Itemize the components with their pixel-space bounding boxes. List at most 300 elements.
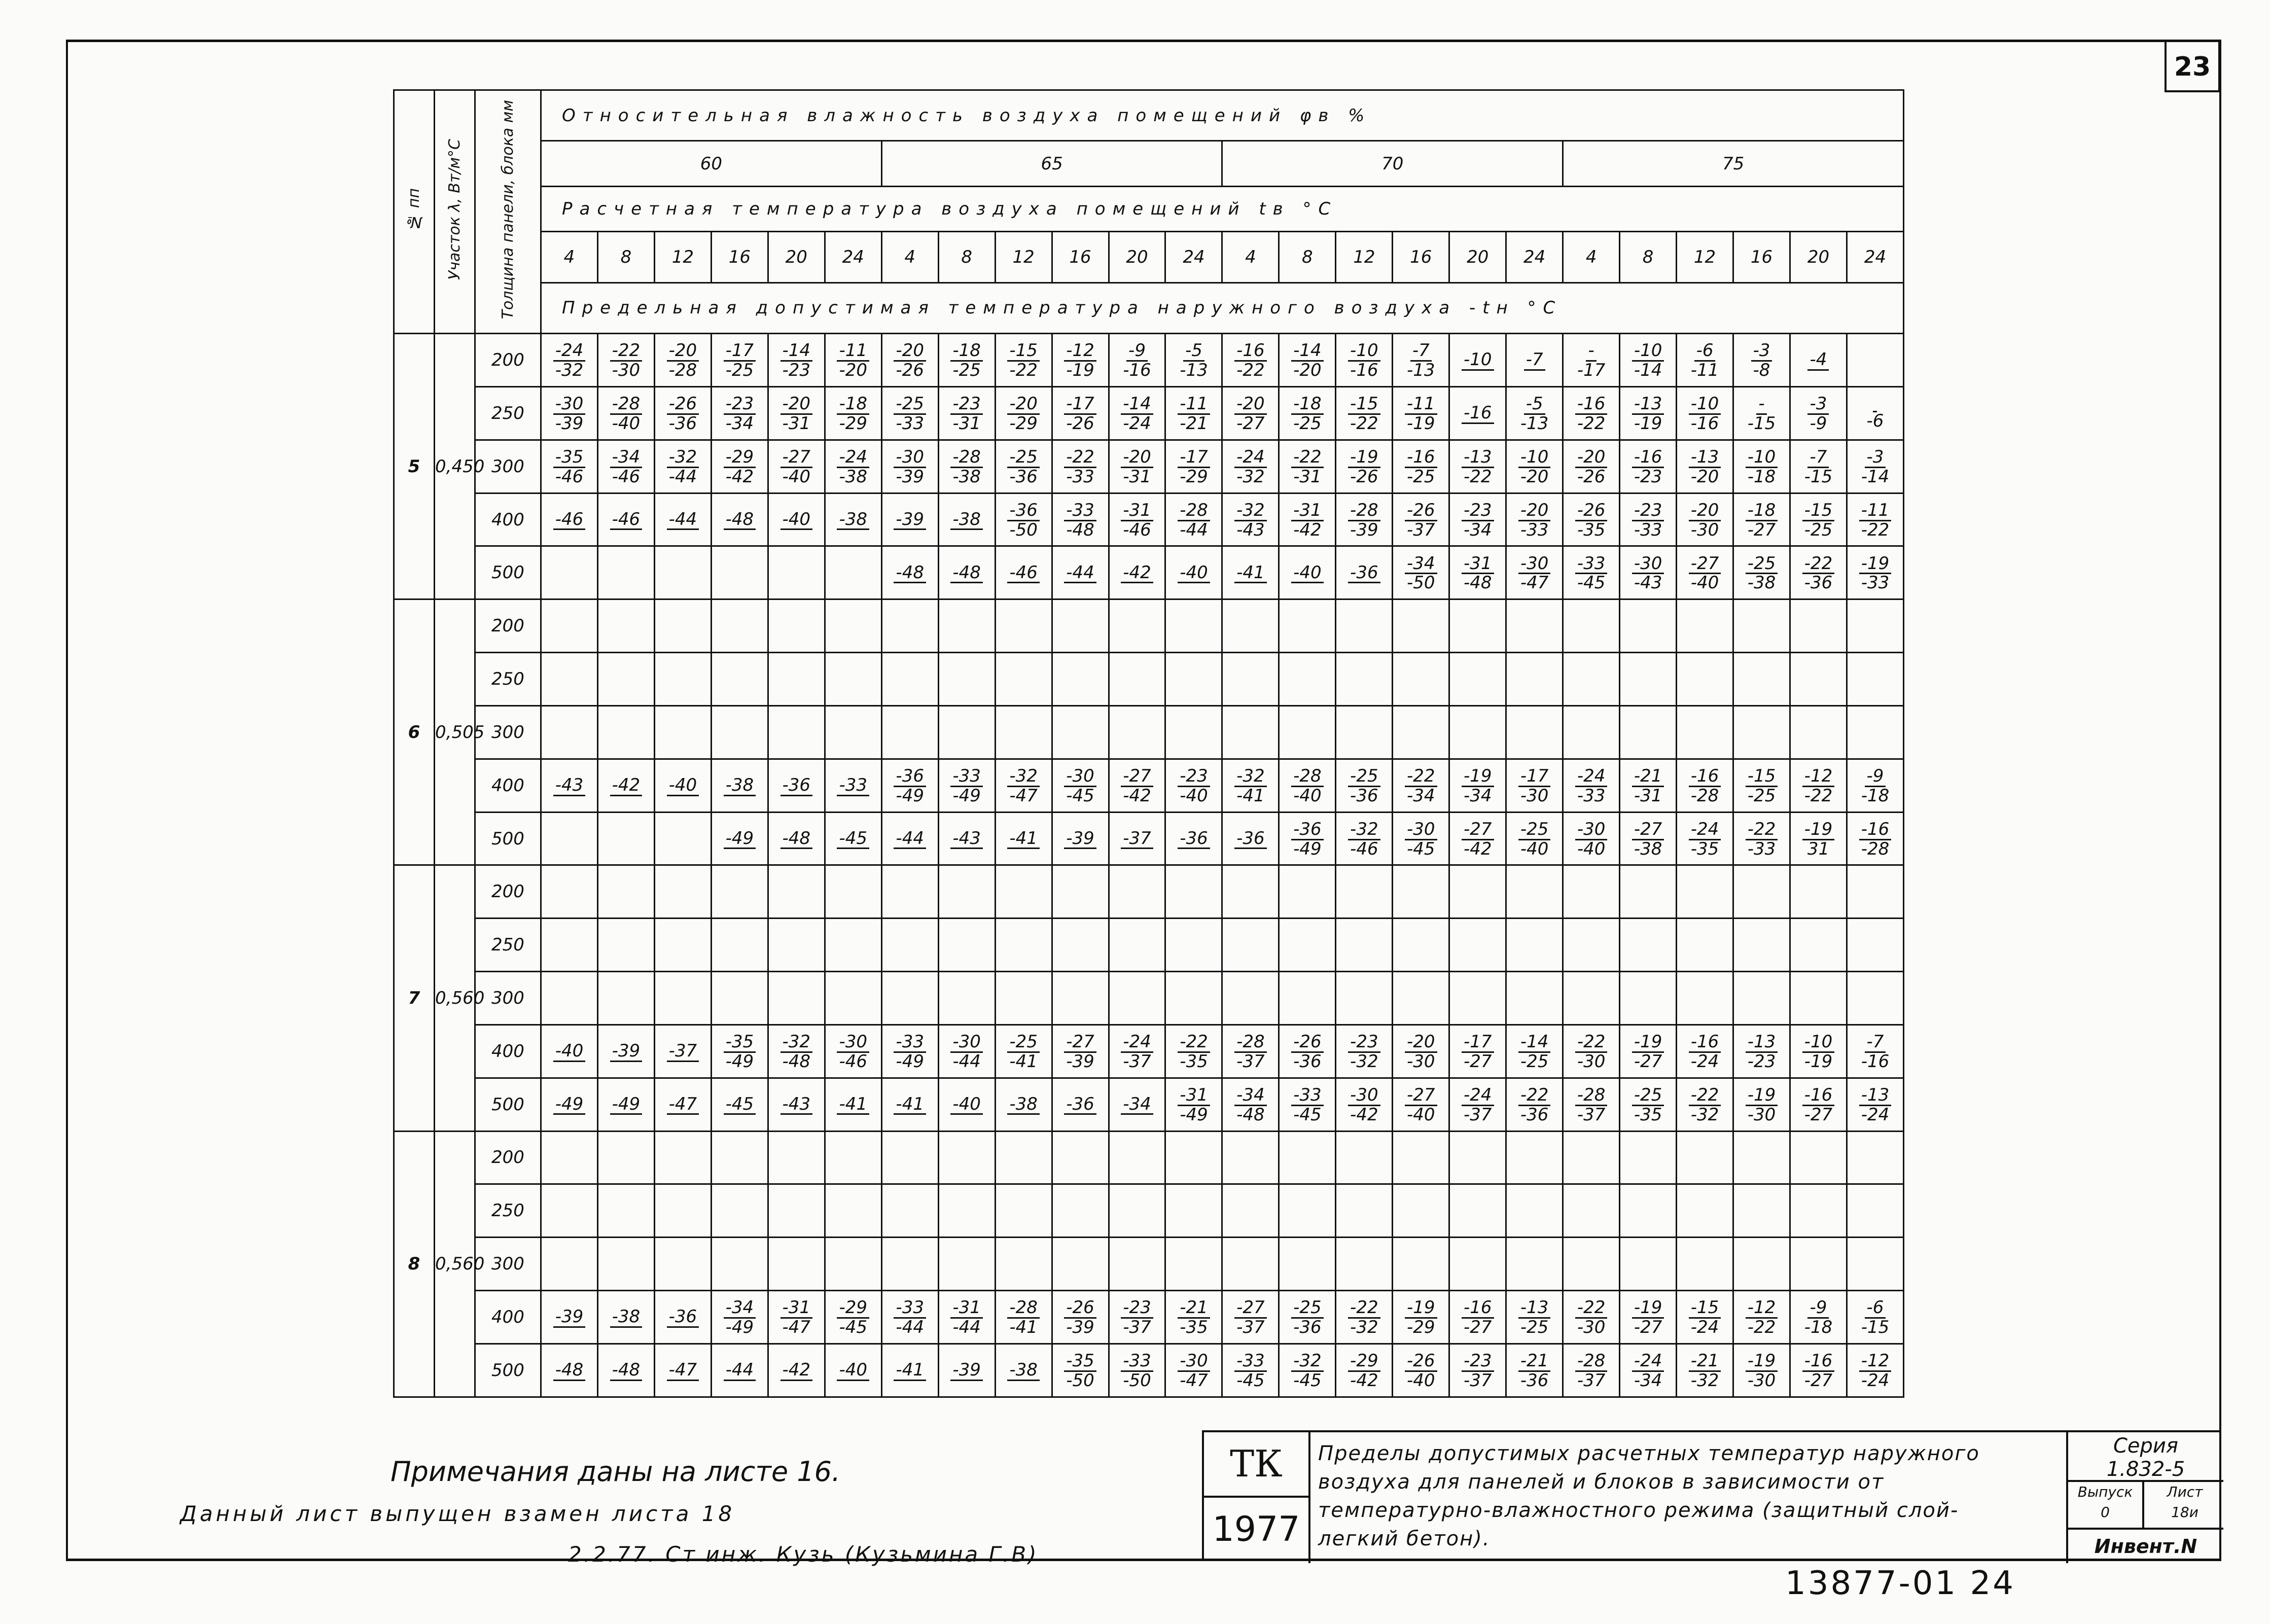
value-top: -20: [1234, 395, 1267, 415]
value-cell: [825, 759, 881, 812]
value-cell: [1677, 1344, 1733, 1397]
value-bottom: -30: [1407, 1051, 1435, 1072]
value-cell: [768, 1025, 825, 1078]
value-fraction: [1178, 1352, 1210, 1390]
value-top: -19: [1632, 1299, 1664, 1319]
value-cell: [1109, 386, 1165, 440]
value-top: -46: [610, 511, 643, 531]
value-cell: [654, 653, 711, 706]
value-fraction: [894, 830, 926, 850]
value-fraction: [781, 1033, 813, 1071]
value-cell: [1733, 653, 1790, 706]
value-cell: [938, 653, 995, 706]
value-bottom: -37: [1236, 1051, 1265, 1072]
value-top: -24: [1234, 448, 1267, 468]
value-bottom: -36: [668, 413, 697, 434]
value-bottom: -42: [1350, 1104, 1378, 1125]
value-top: -30: [1178, 1352, 1210, 1372]
value-top: -38: [1007, 1096, 1040, 1115]
value-fraction: [1405, 821, 1437, 858]
value-cell: [1620, 759, 1677, 812]
value-bottom: -44: [952, 1317, 981, 1337]
value-bottom: -27: [1804, 1104, 1833, 1125]
value-top: -13: [1632, 395, 1664, 415]
value-bottom: -32: [1350, 1317, 1378, 1337]
value-bottom: -35: [1180, 1317, 1208, 1337]
value-cell: [597, 919, 654, 972]
thickness-cell: 400: [475, 493, 541, 546]
value-cell: [541, 1131, 598, 1184]
value-top: -3: [1807, 395, 1829, 415]
value-cell: [768, 1078, 825, 1131]
value-top: -7: [1807, 448, 1829, 468]
value-top: -32: [1234, 502, 1267, 521]
value-cell: [1393, 812, 1449, 865]
value-cell: [1790, 972, 1847, 1025]
value-fraction: [1462, 1033, 1494, 1071]
value-fraction: [1462, 448, 1494, 486]
col-thickness-header: [475, 90, 541, 334]
temperature-table: [393, 89, 1904, 1398]
value-top: -16: [1234, 342, 1267, 362]
value-fraction: [1859, 1033, 1892, 1071]
value-cell: [1279, 1238, 1336, 1291]
thickness-cell: 200: [475, 865, 541, 919]
value-cell: [995, 1025, 1052, 1078]
value-top: -36: [1064, 1096, 1096, 1115]
value-cell: [881, 1184, 938, 1238]
value-cell: [1733, 386, 1790, 440]
value-fraction: [1234, 1033, 1267, 1071]
value-cell: [768, 919, 825, 972]
value-bottom: -29: [839, 413, 868, 434]
value-cell: [654, 1291, 711, 1344]
value-bottom: -30: [1747, 1370, 1776, 1391]
value-cell: [1563, 705, 1620, 759]
value-cell: [1279, 653, 1336, 706]
value-fraction: [950, 1033, 983, 1071]
value-top: -25: [1348, 767, 1380, 787]
thickness-cell: 300: [475, 1238, 541, 1291]
value-fraction: [1575, 555, 1608, 592]
value-cell: [1677, 759, 1733, 812]
value-fraction: [1746, 821, 1778, 858]
value-cell: [1052, 386, 1109, 440]
value-bottom: -40: [782, 466, 811, 487]
value-bottom: -40: [1577, 838, 1606, 859]
value-cell: [1222, 919, 1279, 972]
value-top: -10: [1518, 448, 1551, 468]
value-cell: [1336, 440, 1393, 493]
value-top: -36: [894, 767, 926, 787]
value-top: -48: [553, 1361, 586, 1381]
value-cell: [711, 919, 768, 972]
value-cell: [1790, 919, 1847, 972]
value-fraction: [1405, 1299, 1437, 1336]
value-fraction: [1234, 448, 1267, 486]
value-top: -28: [1178, 502, 1210, 521]
value-fraction: [610, 1308, 643, 1328]
value-fraction: [1518, 1352, 1551, 1390]
value-fraction: [1064, 1033, 1096, 1071]
value-fraction: [1348, 1033, 1380, 1071]
value-fraction: [781, 1093, 813, 1115]
value-cell: [654, 705, 711, 759]
value-fraction: [1746, 1086, 1778, 1124]
value-top: -20: [894, 342, 926, 362]
thickness-cell: 200: [475, 334, 541, 387]
value-cell: [1052, 334, 1109, 387]
value-cell: [995, 386, 1052, 440]
value-fraction: [1859, 502, 1892, 539]
value-fraction: [1178, 1299, 1210, 1336]
value-top: -17: [724, 342, 756, 362]
value-bottom: -37: [1236, 1317, 1265, 1337]
value-bottom: -26: [1577, 466, 1606, 487]
value-top: -34: [1234, 1086, 1267, 1106]
value-cell: [1052, 972, 1109, 1025]
value-cell: [1222, 865, 1279, 919]
value-cell: [1165, 1291, 1222, 1344]
value-top: -20: [781, 395, 813, 415]
value-cell: [825, 440, 881, 493]
value-top: -25: [1007, 1033, 1040, 1053]
value-fraction: [1746, 555, 1778, 592]
value-cell: [1733, 546, 1790, 599]
value-cell: [1620, 653, 1677, 706]
value-bottom: -26: [1350, 466, 1378, 487]
value-top: -13: [1689, 448, 1721, 468]
value-cell: [1449, 1025, 1506, 1078]
value-cell: [1506, 1344, 1563, 1397]
value-cell: [654, 919, 711, 972]
value-top: -22: [1802, 555, 1835, 575]
value-top: -40: [1178, 564, 1210, 584]
value-top: -33: [1064, 502, 1096, 521]
value-cell: [1733, 599, 1790, 653]
value-bottom: -22: [1236, 360, 1265, 381]
value-fraction: [1007, 1093, 1040, 1115]
value-cell: [1336, 1131, 1393, 1184]
value-top: -44: [1064, 564, 1096, 584]
value-top: -26: [1405, 1352, 1437, 1372]
value-top: -40: [667, 776, 699, 796]
value-cell: [1847, 759, 1903, 812]
value-bottom: -22: [1350, 413, 1378, 434]
value-fraction: [1746, 1352, 1778, 1390]
value-fraction: [1859, 1352, 1892, 1390]
value-bottom: -38: [839, 466, 868, 487]
value-cell: [1165, 1025, 1222, 1078]
inner-temp-col: 8: [1279, 232, 1336, 283]
value-cell: [1222, 599, 1279, 653]
value-cell: [1847, 440, 1903, 493]
value-bottom: -31: [1634, 785, 1662, 806]
table-row: [394, 1238, 1904, 1291]
value-fraction: [1518, 767, 1551, 805]
value-cell: [1279, 1131, 1336, 1184]
value-bottom: -27: [1463, 1051, 1492, 1072]
value-cell: [541, 1238, 598, 1291]
value-top: -44: [724, 1361, 756, 1381]
value-cell: [597, 493, 654, 546]
inner-temp-col: 16: [1733, 232, 1790, 283]
value-fraction: [1291, 395, 1324, 433]
value-top: -19: [1802, 821, 1835, 840]
value-cell: [1109, 1078, 1165, 1131]
value-bottom: -18: [1804, 1317, 1833, 1337]
value-cell: [654, 493, 711, 546]
sheet-label: Лист: [2167, 1484, 2203, 1500]
value-cell: [1449, 440, 1506, 493]
value-top: -48: [724, 511, 756, 531]
value-cell: [1506, 865, 1563, 919]
value-fraction: [610, 1361, 643, 1381]
value-top: -41: [894, 1361, 926, 1381]
value-fraction: [781, 1299, 813, 1336]
value-cell: [1336, 812, 1393, 865]
value-cell: [881, 1238, 938, 1291]
value-top: -41: [1007, 830, 1040, 850]
value-cell: [768, 599, 825, 653]
value-fraction: [1348, 342, 1380, 379]
value-fraction: [1632, 555, 1664, 592]
value-top: -30: [950, 1033, 983, 1053]
value-cell: [768, 1131, 825, 1184]
value-bottom: -45: [1293, 1104, 1322, 1125]
value-top: -28: [1291, 767, 1324, 787]
thickness-cell: 250: [475, 919, 541, 972]
value-top: -46: [1007, 564, 1040, 584]
value-bottom: -16: [1690, 413, 1719, 434]
value-fraction: [1007, 395, 1040, 433]
value-top: -33: [894, 1033, 926, 1053]
value-cell: [1449, 919, 1506, 972]
value-bottom: -46: [612, 466, 641, 487]
value-fraction: [1632, 502, 1664, 539]
value-fraction: [1575, 1086, 1608, 1124]
value-fraction: [724, 395, 756, 433]
thickness-cell: 200: [475, 599, 541, 653]
value-bottom: -25: [1520, 1051, 1549, 1072]
value-top: -23: [1462, 1352, 1494, 1372]
inner-temp-col: 12: [995, 232, 1052, 283]
value-cell: [1847, 493, 1903, 546]
value-fraction: [1064, 1093, 1096, 1115]
value-cell: [938, 1078, 995, 1131]
value-fraction: [553, 1308, 586, 1328]
value-cell: [825, 812, 881, 865]
value-top: -16: [1575, 395, 1608, 415]
value-cell: [597, 1238, 654, 1291]
value-cell: [1620, 972, 1677, 1025]
inner-temp-col: 8: [938, 232, 995, 283]
value-cell: [938, 334, 995, 387]
value-fraction: [1178, 1033, 1210, 1071]
value-fraction: [1859, 1086, 1892, 1124]
value-fraction: [950, 511, 983, 531]
value-fraction: [1632, 1033, 1664, 1071]
value-top: -10: [1802, 1033, 1835, 1053]
value-cell: [1165, 546, 1222, 599]
group-number: 8: [394, 1131, 435, 1397]
value-fraction: [1064, 830, 1096, 850]
value-bottom: -35: [1634, 1104, 1662, 1125]
value-cell: [1506, 1131, 1563, 1184]
value-cell: [1733, 812, 1790, 865]
value-top: -30: [1405, 821, 1437, 840]
value-cell: [1109, 653, 1165, 706]
value-cell: [1563, 653, 1620, 706]
value-top: -26: [1064, 1299, 1096, 1319]
series-label: Серия: [2113, 1434, 2178, 1458]
value-bottom: -37: [1123, 1317, 1151, 1337]
value-cell: [711, 334, 768, 387]
table-row: [394, 865, 1904, 919]
value-top: -15: [1689, 1299, 1721, 1319]
value-fraction: [1689, 767, 1721, 805]
value-bottom: -39: [1066, 1051, 1094, 1072]
value-cell: [1620, 705, 1677, 759]
value-fraction: [1746, 767, 1778, 805]
value-bottom: -48: [1066, 519, 1094, 540]
value-cell: [1847, 386, 1903, 440]
value-cell: [1790, 1131, 1847, 1184]
value-bottom: -50: [1123, 1370, 1151, 1391]
value-cell: [1109, 493, 1165, 546]
value-top: -29: [724, 448, 756, 468]
value-fraction: [894, 395, 926, 433]
value-top: -32: [1291, 1352, 1324, 1372]
value-fraction: [1291, 767, 1324, 805]
table-row: [394, 493, 1904, 546]
value-bottom: -25: [1293, 413, 1322, 434]
value-cell: [1336, 759, 1393, 812]
value-top: -40: [781, 511, 813, 531]
value-bottom: -16: [1123, 360, 1151, 381]
value-cell: [1336, 493, 1393, 546]
value-cell: [995, 919, 1052, 972]
value-cell: [1336, 386, 1393, 440]
value-cell: [1620, 1078, 1677, 1131]
value-cell: [1449, 1078, 1506, 1131]
value-cell: [1847, 1078, 1903, 1131]
value-bottom: -21: [1180, 413, 1208, 434]
value-cell: [597, 705, 654, 759]
value-cell: [995, 493, 1052, 546]
value-top: -47: [667, 1361, 699, 1381]
value-cell: [881, 599, 938, 653]
value-top: -38: [950, 511, 983, 531]
value-top: -48: [781, 830, 813, 850]
value-bottom: -27: [1747, 519, 1776, 540]
value-fraction: [1064, 395, 1096, 433]
value-cell: [541, 1344, 598, 1397]
value-fraction: [1121, 564, 1153, 584]
group-lambda: 0,505: [435, 599, 475, 865]
value-cell: [1052, 440, 1109, 493]
value-cell: [1847, 972, 1903, 1025]
value-cell: [825, 1078, 881, 1131]
value-cell: [1165, 653, 1222, 706]
value-cell: [1393, 1025, 1449, 1078]
value-cell: [1279, 812, 1336, 865]
value-cell: [1733, 919, 1790, 972]
value-cell: [1620, 386, 1677, 440]
value-bottom: -41: [1009, 1051, 1038, 1072]
value-cell: [938, 1025, 995, 1078]
value-cell: [1165, 599, 1222, 653]
value-bottom: -44: [896, 1317, 924, 1337]
value-cell: [1052, 1078, 1109, 1131]
value-cell: [1393, 546, 1449, 599]
value-cell: [1620, 1344, 1677, 1397]
value-top: -25: [1518, 821, 1551, 840]
value-top: -17: [1064, 395, 1096, 415]
humidity-group-60: 60: [541, 141, 882, 186]
value-bottom: -30: [1577, 1051, 1606, 1072]
value-bottom: -33: [1634, 519, 1662, 540]
value-bottom: -20: [1520, 466, 1549, 487]
value-fraction: [1518, 448, 1551, 486]
value-bottom: -38: [1634, 838, 1662, 859]
value-cell: [1847, 1344, 1903, 1397]
value-top: -22: [1405, 767, 1437, 787]
value-fraction: [781, 776, 813, 796]
value-top: -37: [1121, 830, 1153, 850]
value-fraction: [1689, 395, 1721, 433]
value-top: -9: [1126, 342, 1148, 362]
value-top: -27: [1405, 1086, 1437, 1106]
value-fraction: [1348, 502, 1380, 539]
value-top: -28: [610, 395, 643, 415]
value-cell: [1790, 1184, 1847, 1238]
value-fraction: [1518, 1086, 1551, 1124]
value-fraction: [1291, 1299, 1324, 1336]
value-bottom: -39: [555, 413, 584, 434]
value-fraction: [1802, 502, 1835, 539]
value-cell: [1165, 1078, 1222, 1131]
value-fraction: [610, 776, 643, 796]
value-fraction: [1064, 342, 1096, 379]
value-bottom: -30: [1520, 785, 1549, 806]
value-top: -9: [1865, 767, 1886, 787]
value-fraction: [1462, 1352, 1494, 1390]
value-top: -25: [1632, 1086, 1664, 1106]
value-cell: [597, 1344, 654, 1397]
value-bottom: -36: [1520, 1370, 1549, 1391]
note-replacement: Данный лист выпущен взамен листа 18: [180, 1501, 735, 1526]
value-cell: [1393, 653, 1449, 706]
value-bottom: -47: [1009, 785, 1038, 806]
value-top: -33: [1234, 1352, 1267, 1372]
value-top: -34: [724, 1299, 756, 1319]
value-fraction: [724, 511, 756, 531]
value-cell: [768, 1184, 825, 1238]
value-fraction: [1064, 1352, 1096, 1390]
value-fraction: [1575, 1033, 1608, 1071]
value-top: -13: [1518, 1299, 1551, 1319]
value-cell: [1506, 919, 1563, 972]
value-cell: [938, 705, 995, 759]
value-bottom: -40: [1180, 785, 1208, 806]
value-cell: [541, 653, 598, 706]
value-fraction: [1234, 342, 1267, 379]
value-bottom: -25: [952, 360, 981, 381]
value-cell: [541, 705, 598, 759]
value-cell: [1733, 972, 1790, 1025]
value-cell: [1336, 546, 1393, 599]
